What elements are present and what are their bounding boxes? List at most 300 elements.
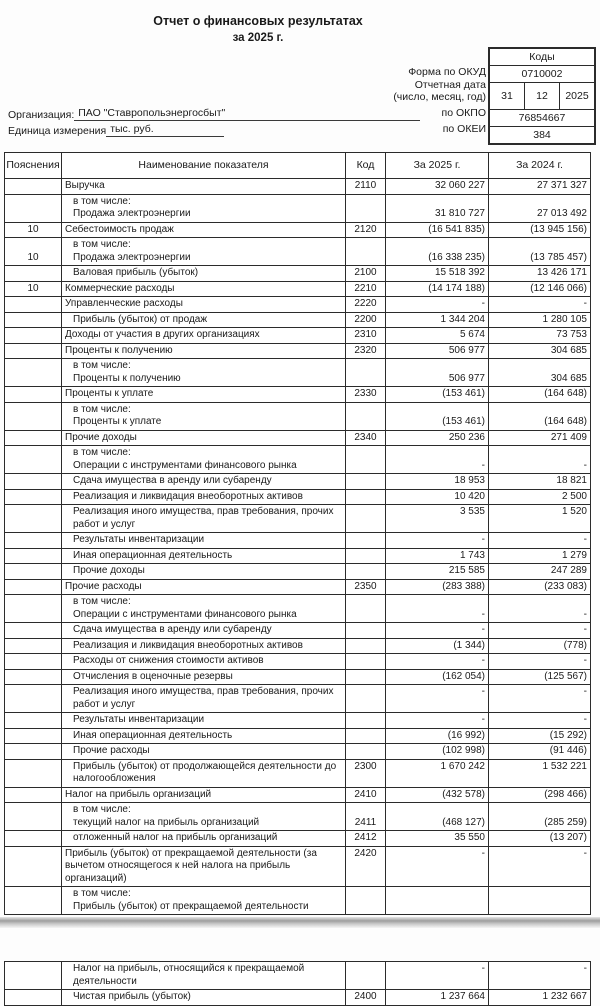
table-row (5, 788, 590, 804)
indicator-label: Налог на прибыль, относящийся к прекращаемой деятельности (73, 963, 305, 987)
date-month: 12 (524, 83, 559, 109)
cell-value-2024 (489, 760, 590, 787)
cell-value-2024 (489, 847, 590, 887)
indicator-label: Прочие расходы (65, 580, 142, 592)
cell-explanation-note (5, 533, 62, 548)
value-2025: (16 992) (447, 729, 485, 741)
value-2025: 250 236 (448, 431, 485, 443)
value-2024: 1 532 221 (542, 760, 587, 772)
table-row (5, 831, 590, 847)
line-code: 2320 (354, 344, 377, 356)
value-2025: - (481, 298, 485, 309)
cell-value-2024 (489, 313, 590, 328)
cell-value-2024 (489, 328, 590, 343)
unit-line (8, 123, 224, 137)
cell-value-2024 (489, 533, 590, 548)
table-row (5, 654, 590, 670)
cell-indicator-name (62, 238, 346, 265)
cell-explanation-note (5, 297, 62, 312)
cell-value-2025 (386, 803, 489, 830)
indicator-label: Прочие доходы (65, 431, 137, 443)
cell-indicator-name (62, 623, 346, 638)
cell-value-2025 (386, 831, 489, 846)
line-code: 2210 (354, 282, 377, 294)
indicator-label: Прибыль (убыток) от продолжающейся деятельности до налогообложения (73, 760, 337, 784)
value-2025: 18 953 (454, 475, 485, 486)
cell-line-code (346, 713, 386, 728)
page-subtitle: за 2025 г. (232, 32, 284, 44)
cell-value-2024 (489, 831, 590, 846)
cell-value-2025 (386, 887, 489, 914)
unit-label: Единица измерения (8, 125, 107, 137)
cell-explanation-note (5, 788, 62, 803)
cell-line-code (346, 654, 386, 669)
value-2025: - (481, 655, 485, 666)
indicator-label: Прочие расходы (73, 745, 150, 756)
table-row (5, 962, 590, 990)
value-2024: (13 785 457) (530, 251, 587, 263)
cell-value-2024 (489, 403, 590, 430)
indicator-label: Сдача имущества в аренду или субаренду (73, 475, 272, 486)
cell-explanation-note (5, 403, 62, 430)
value-2024: (285 259) (544, 816, 587, 828)
column-header-notes: Пояснения (5, 153, 62, 178)
value-2025: (1 344) (453, 639, 485, 651)
unit-value: тыс. руб. (106, 123, 224, 137)
indicator-label: Операции с инструментами финансового рынка (73, 459, 297, 471)
cell-value-2024 (489, 549, 590, 564)
cell-line-code (346, 179, 386, 194)
organization-line (8, 107, 420, 121)
table-row (5, 623, 590, 639)
cell-line-code (346, 344, 386, 359)
income-statement-table-page2 (4, 961, 591, 1006)
value-2025: 1 670 242 (440, 760, 485, 772)
cell-explanation-note (5, 282, 62, 297)
cell-value-2025 (386, 847, 489, 887)
cell-explanation-note (5, 387, 62, 402)
cell-explanation-note (5, 505, 62, 532)
cell-indicator-name (62, 685, 346, 712)
report-date-label (393, 79, 486, 103)
organization-value: ПАО "Ставропольэнергосбыт" (74, 107, 420, 121)
value-2024: (15 292) (549, 729, 587, 741)
cell-value-2024 (489, 887, 590, 914)
cell-indicator-name (62, 387, 346, 402)
table-row (5, 533, 590, 549)
value-2025: 1 344 204 (440, 313, 485, 325)
indicator-label: Прибыль (убыток) от прекращаемой деятельности (за вычетом относящегося к ней налога на прибыль организаций) (65, 847, 317, 884)
indicator-label: Результаты инвентаризации (73, 714, 205, 725)
cell-indicator-name (62, 431, 346, 446)
cell-value-2024 (489, 446, 590, 473)
line-code: 2310 (354, 329, 377, 340)
cell-value-2025 (386, 760, 489, 787)
cell-value-2024 (489, 359, 590, 386)
value-2024: (233 083) (544, 580, 587, 592)
cell-explanation-note (5, 639, 62, 654)
cell-explanation-note (5, 580, 62, 595)
indicator-label: Реализация иного имущества, прав требования, прочих работ и услуг (73, 686, 334, 710)
cell-indicator-name (62, 990, 346, 1005)
cell-indicator-name (62, 580, 346, 595)
cell-line-code (346, 387, 386, 402)
including-label: в том числе: (73, 403, 131, 415)
value-2024: (298 466) (544, 788, 587, 800)
table-row (5, 313, 590, 329)
value-2025: - (481, 714, 485, 725)
okpo-label: по ОКПО (441, 107, 486, 119)
cell-line-code (346, 446, 386, 473)
cell-explanation-note (5, 446, 62, 473)
line-code: 2412 (354, 832, 377, 843)
cell-value-2024 (489, 744, 590, 759)
cell-indicator-name (62, 744, 346, 759)
table-row (5, 847, 590, 888)
table-row (5, 446, 590, 474)
value-2025: 32 060 227 (434, 180, 485, 191)
indicator-label: Прибыль (убыток) от прекращаемой деятельности (73, 900, 309, 912)
cell-explanation-note (5, 760, 62, 787)
value-2024: - (583, 459, 587, 471)
cell-line-code (346, 223, 386, 238)
cell-line-code (346, 595, 386, 622)
cell-explanation-note (5, 685, 62, 712)
table-row (5, 639, 590, 655)
cell-line-code (346, 729, 386, 744)
value-2024: 18 821 (556, 475, 587, 486)
cell-explanation-note (5, 344, 62, 359)
cell-explanation-note (5, 549, 62, 564)
indicator-label: текущий налог на прибыль организаций (73, 816, 260, 828)
indicator-label: Операции с инструментами финансового рынка (73, 608, 297, 620)
report-date-label-line1: Отчетная дата (414, 79, 486, 91)
cell-value-2024 (489, 238, 590, 265)
value-2025: - (481, 963, 485, 974)
cell-value-2025 (386, 403, 489, 430)
cell-indicator-name (62, 474, 346, 489)
cell-value-2025 (386, 729, 489, 744)
value-2024: (778) (563, 639, 587, 651)
table-row (5, 297, 590, 313)
cell-indicator-name (62, 266, 346, 281)
cell-line-code (346, 564, 386, 579)
cell-line-code (346, 788, 386, 803)
cell-value-2025 (386, 580, 489, 595)
line-code: 2300 (354, 760, 377, 772)
okud-value: 0710002 (490, 65, 594, 82)
cell-value-2025 (386, 623, 489, 638)
cell-explanation-note (5, 887, 62, 914)
including-label: в том числе: (73, 596, 131, 607)
cell-value-2024 (489, 297, 590, 312)
cell-value-2024 (489, 685, 590, 712)
value-2025: (16 338 235) (428, 251, 485, 263)
value-2024: 1 520 (561, 506, 587, 517)
cell-indicator-name (62, 654, 346, 669)
line-code: 2330 (354, 388, 377, 399)
cell-explanation-note (5, 313, 62, 328)
cell-value-2025 (386, 359, 489, 386)
cell-explanation-note (5, 962, 62, 989)
value-2024: - (583, 534, 587, 545)
cell-explanation-note (5, 654, 62, 669)
value-2025: (14 174 188) (428, 282, 485, 294)
cell-line-code (346, 760, 386, 787)
cell-explanation-note (5, 990, 62, 1005)
indicator-label: Прочие доходы (73, 565, 145, 576)
cell-explanation-note (5, 803, 62, 830)
explanation-note: 10 (27, 223, 39, 235)
value-2025: - (481, 624, 485, 635)
indicator-label: Отчисления в оценочные резервы (73, 670, 233, 682)
indicator-label: Сдача имущества в аренду или субаренду (73, 624, 272, 635)
cell-explanation-note (5, 595, 62, 622)
table-row (5, 744, 590, 760)
line-code: 2120 (354, 223, 377, 235)
indicator-label: Себестоимость продаж (65, 223, 174, 235)
cell-line-code (346, 623, 386, 638)
cell-explanation-note (5, 179, 62, 194)
cell-value-2024 (489, 670, 590, 685)
cell-indicator-name (62, 505, 346, 532)
indicator-label: Расходы от снижения стоимости активов (73, 655, 264, 666)
cell-indicator-name (62, 549, 346, 564)
value-2025: (102 998) (442, 745, 485, 756)
indicator-label: Чистая прибыль (убыток) (73, 991, 191, 1002)
value-2024: (12 146 066) (530, 282, 587, 294)
table-row (5, 505, 590, 533)
cell-indicator-name (62, 533, 346, 548)
table-row (5, 266, 590, 282)
table-row (5, 990, 590, 1006)
cell-value-2024 (489, 595, 590, 622)
value-2024: - (583, 847, 587, 859)
cell-value-2025 (386, 962, 489, 989)
value-2024: - (583, 686, 587, 697)
value-2024: (164 648) (544, 388, 587, 399)
explanation-note: 10 (27, 282, 39, 294)
cell-value-2025 (386, 387, 489, 402)
cell-explanation-note (5, 713, 62, 728)
cell-explanation-note (5, 223, 62, 238)
cell-value-2024 (489, 990, 590, 1005)
indicator-label: Налог на прибыль организаций (65, 788, 212, 800)
cell-indicator-name (62, 803, 346, 830)
table-row (5, 359, 590, 387)
value-2024: 304 685 (550, 344, 587, 356)
table-row (5, 474, 590, 490)
table-row (5, 564, 590, 580)
cell-indicator-name (62, 359, 346, 386)
value-2024: (13 207) (549, 832, 587, 843)
cell-line-code (346, 990, 386, 1005)
cell-value-2025 (386, 195, 489, 222)
value-2025: 506 977 (448, 372, 485, 384)
cell-value-2024 (489, 474, 590, 489)
including-label: в том числе: (73, 804, 131, 815)
including-label: в том числе: (73, 360, 131, 371)
cell-explanation-note (5, 490, 62, 505)
value-2025: 3 535 (459, 506, 485, 517)
indicator-label: Иная операционная деятельность (73, 549, 233, 561)
cell-value-2025 (386, 344, 489, 359)
value-2025: - (481, 608, 485, 620)
value-2024: - (583, 298, 587, 309)
cell-value-2024 (489, 223, 590, 238)
cell-indicator-name (62, 595, 346, 622)
cell-explanation-note (5, 431, 62, 446)
table-row (5, 387, 590, 403)
cell-line-code (346, 474, 386, 489)
cell-line-code (346, 238, 386, 265)
income-statement-table (4, 152, 591, 915)
cell-indicator-name (62, 564, 346, 579)
cell-line-code (346, 266, 386, 281)
report-date-label-line2: (число, месяц, год) (393, 91, 486, 103)
cell-value-2025 (386, 549, 489, 564)
report-date-value (490, 82, 594, 109)
cell-value-2024 (489, 431, 590, 446)
date-year: 2025 (559, 83, 594, 109)
table-row (5, 490, 590, 506)
value-2024: - (583, 714, 587, 725)
cell-value-2025 (386, 788, 489, 803)
line-code: 2420 (354, 847, 377, 859)
table-row (5, 670, 590, 686)
cell-value-2025 (386, 505, 489, 532)
cell-indicator-name (62, 490, 346, 505)
cell-line-code (346, 639, 386, 654)
cell-indicator-name (62, 639, 346, 654)
value-2024: 1 232 667 (542, 991, 587, 1002)
value-2025: (153 461) (442, 416, 485, 427)
cell-line-code (346, 431, 386, 446)
value-2024: 304 685 (550, 372, 587, 384)
value-2024: 73 753 (556, 329, 587, 340)
codes-box-header: Коды (529, 51, 555, 63)
cell-value-2025 (386, 595, 489, 622)
cell-value-2025 (386, 490, 489, 505)
cell-explanation-note (5, 831, 62, 846)
indicator-label: отложенный налог на прибыль организаций (73, 832, 278, 843)
cell-value-2025 (386, 990, 489, 1005)
value-2025: - (481, 847, 485, 859)
value-2025: 215 585 (448, 565, 485, 576)
line-code: 2340 (354, 431, 377, 443)
cell-value-2024 (489, 639, 590, 654)
table-row (5, 282, 590, 298)
line-code: 2400 (354, 991, 377, 1002)
cell-value-2025 (386, 179, 489, 194)
value-2024: (164 648) (544, 416, 587, 427)
cell-value-2025 (386, 533, 489, 548)
cell-line-code (346, 962, 386, 989)
column-header-code: Код (346, 153, 386, 178)
line-code: 2110 (354, 180, 377, 191)
okei-label: по ОКЕИ (442, 123, 486, 135)
cell-value-2024 (489, 490, 590, 505)
value-2024: 13 426 171 (536, 267, 587, 278)
value-2025: 15 518 392 (434, 267, 485, 278)
explanation-note: 10 (27, 251, 39, 263)
cell-line-code (346, 533, 386, 548)
cell-value-2024 (489, 266, 590, 281)
table-row (5, 344, 590, 360)
cell-indicator-name (62, 670, 346, 685)
value-2024: - (583, 608, 587, 620)
cell-explanation-note (5, 847, 62, 887)
cell-value-2024 (489, 788, 590, 803)
value-2024: 2 500 (561, 490, 587, 502)
cell-indicator-name (62, 223, 346, 238)
table-row (5, 179, 590, 195)
value-2024: - (583, 655, 587, 666)
indicator-label: Прибыль (убыток) от продаж (73, 313, 208, 325)
cell-value-2024 (489, 195, 590, 222)
column-header-indicator-name: Наименование показателя (62, 153, 346, 178)
cell-value-2024 (489, 803, 590, 830)
cell-indicator-name (62, 313, 346, 328)
including-label: в том числе: (73, 195, 131, 207)
cell-line-code (346, 744, 386, 759)
including-label: в том числе: (73, 447, 131, 458)
cell-value-2025 (386, 313, 489, 328)
including-label: в том числе: (73, 888, 131, 899)
okud-form-label: Форма по ОКУД (408, 66, 486, 78)
indicator-label: Выручка (65, 180, 105, 191)
indicator-label: Продажа электроэнергии (73, 251, 191, 263)
cell-value-2024 (489, 387, 590, 402)
value-2024: 27 371 327 (536, 180, 587, 191)
value-2024: 1 279 (561, 549, 587, 561)
value-2025: (432 578) (442, 788, 485, 800)
value-2025: 5 674 (459, 329, 485, 340)
cell-line-code (346, 505, 386, 532)
including-label: в том числе: (73, 239, 131, 250)
cell-indicator-name (62, 729, 346, 744)
value-2025: 1 237 664 (440, 991, 485, 1002)
cell-line-code (346, 328, 386, 343)
value-2024: 27 013 492 (536, 208, 587, 219)
line-code: 2220 (354, 298, 377, 309)
table-row (5, 328, 590, 344)
cell-indicator-name (62, 344, 346, 359)
value-2024: 1 280 105 (542, 313, 587, 325)
value-2025: - (481, 686, 485, 697)
indicator-label: Реализация и ликвидация внеоборотных активов (73, 639, 303, 651)
cell-line-code (346, 580, 386, 595)
indicator-label: Валовая прибыль (убыток) (73, 267, 199, 278)
table-row (5, 803, 590, 831)
cell-indicator-name (62, 328, 346, 343)
indicator-label: Доходы от участия в других организациях (65, 329, 260, 340)
cell-explanation-note (5, 238, 62, 265)
value-2025: (16 541 835) (428, 223, 485, 235)
table-row (5, 403, 590, 431)
cell-indicator-name (62, 446, 346, 473)
cell-value-2025 (386, 744, 489, 759)
table-row (5, 685, 590, 713)
cell-explanation-note (5, 623, 62, 638)
cell-line-code (346, 847, 386, 887)
cell-line-code (346, 195, 386, 222)
value-2024: 247 289 (550, 565, 587, 576)
cell-value-2025 (386, 685, 489, 712)
table-row (5, 580, 590, 596)
value-2025: 506 977 (448, 344, 485, 356)
indicator-label: Реализация и ликвидация внеоборотных активов (73, 490, 303, 502)
